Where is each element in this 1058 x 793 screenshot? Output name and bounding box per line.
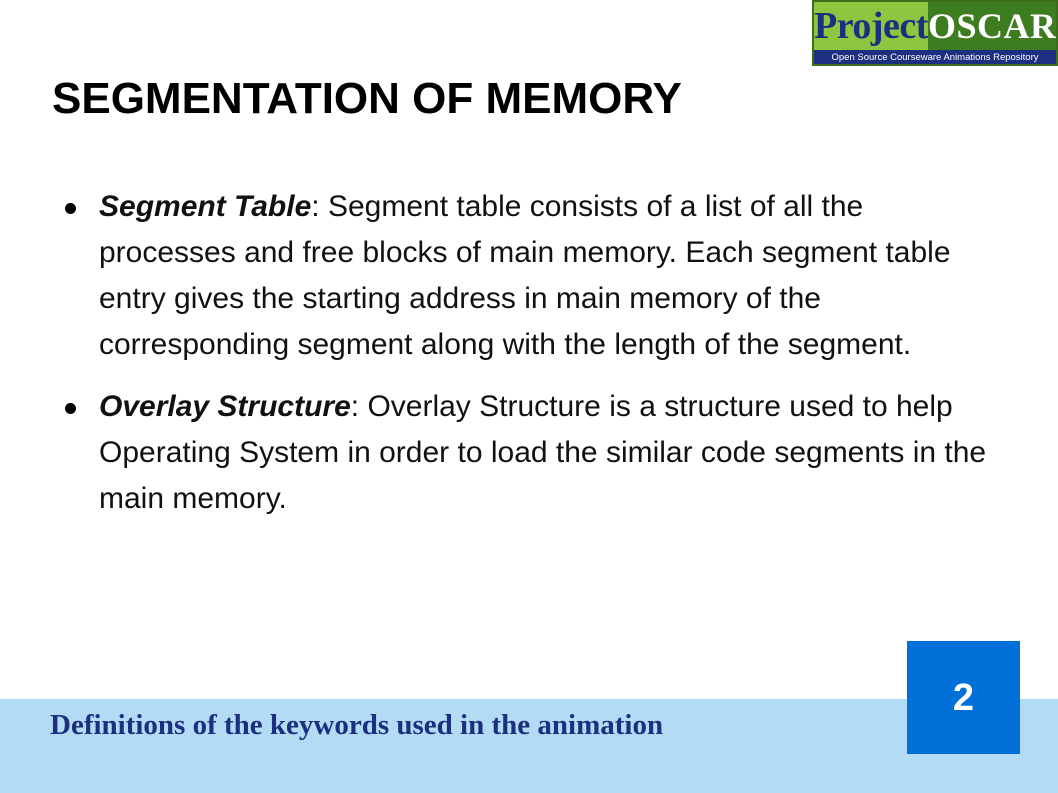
bullet-term: Segment Table — [99, 190, 312, 223]
footer-caption: Definitions of the keywords used in the animation — [50, 709, 664, 741]
bullet-definition: : Overlay Structure is a structure used to help Operating System in order to load the similar code segments in the main memory. — [99, 390, 987, 515]
project-oscar-logo — [812, 0, 1058, 66]
bullet-list — [62, 184, 1002, 522]
bullet-dot-icon — [65, 203, 76, 214]
bullet-term: Overlay Structure — [99, 390, 351, 423]
page-number-badge: 2 — [907, 641, 1020, 754]
bullet-dot-icon — [65, 403, 76, 414]
bullet-definition: : Segment table consists of a list of all the processes and free blocks of main memory. Each segment table entry gives the starting address in main memory of the corresponding segment along with the length of the segment. — [99, 190, 951, 361]
logo-tagline: Open Source Courseware Animations Repository — [814, 50, 1056, 66]
bullet-segment-table — [62, 184, 1002, 368]
logo-wordmark — [814, 2, 1056, 50]
logo-word-project: Project — [814, 2, 928, 50]
slide-title: SEGMENTATION OF MEMORY — [52, 74, 682, 123]
bullet-overlay-structure — [62, 384, 1002, 522]
logo-word-oscar: OSCAR — [928, 2, 1057, 50]
